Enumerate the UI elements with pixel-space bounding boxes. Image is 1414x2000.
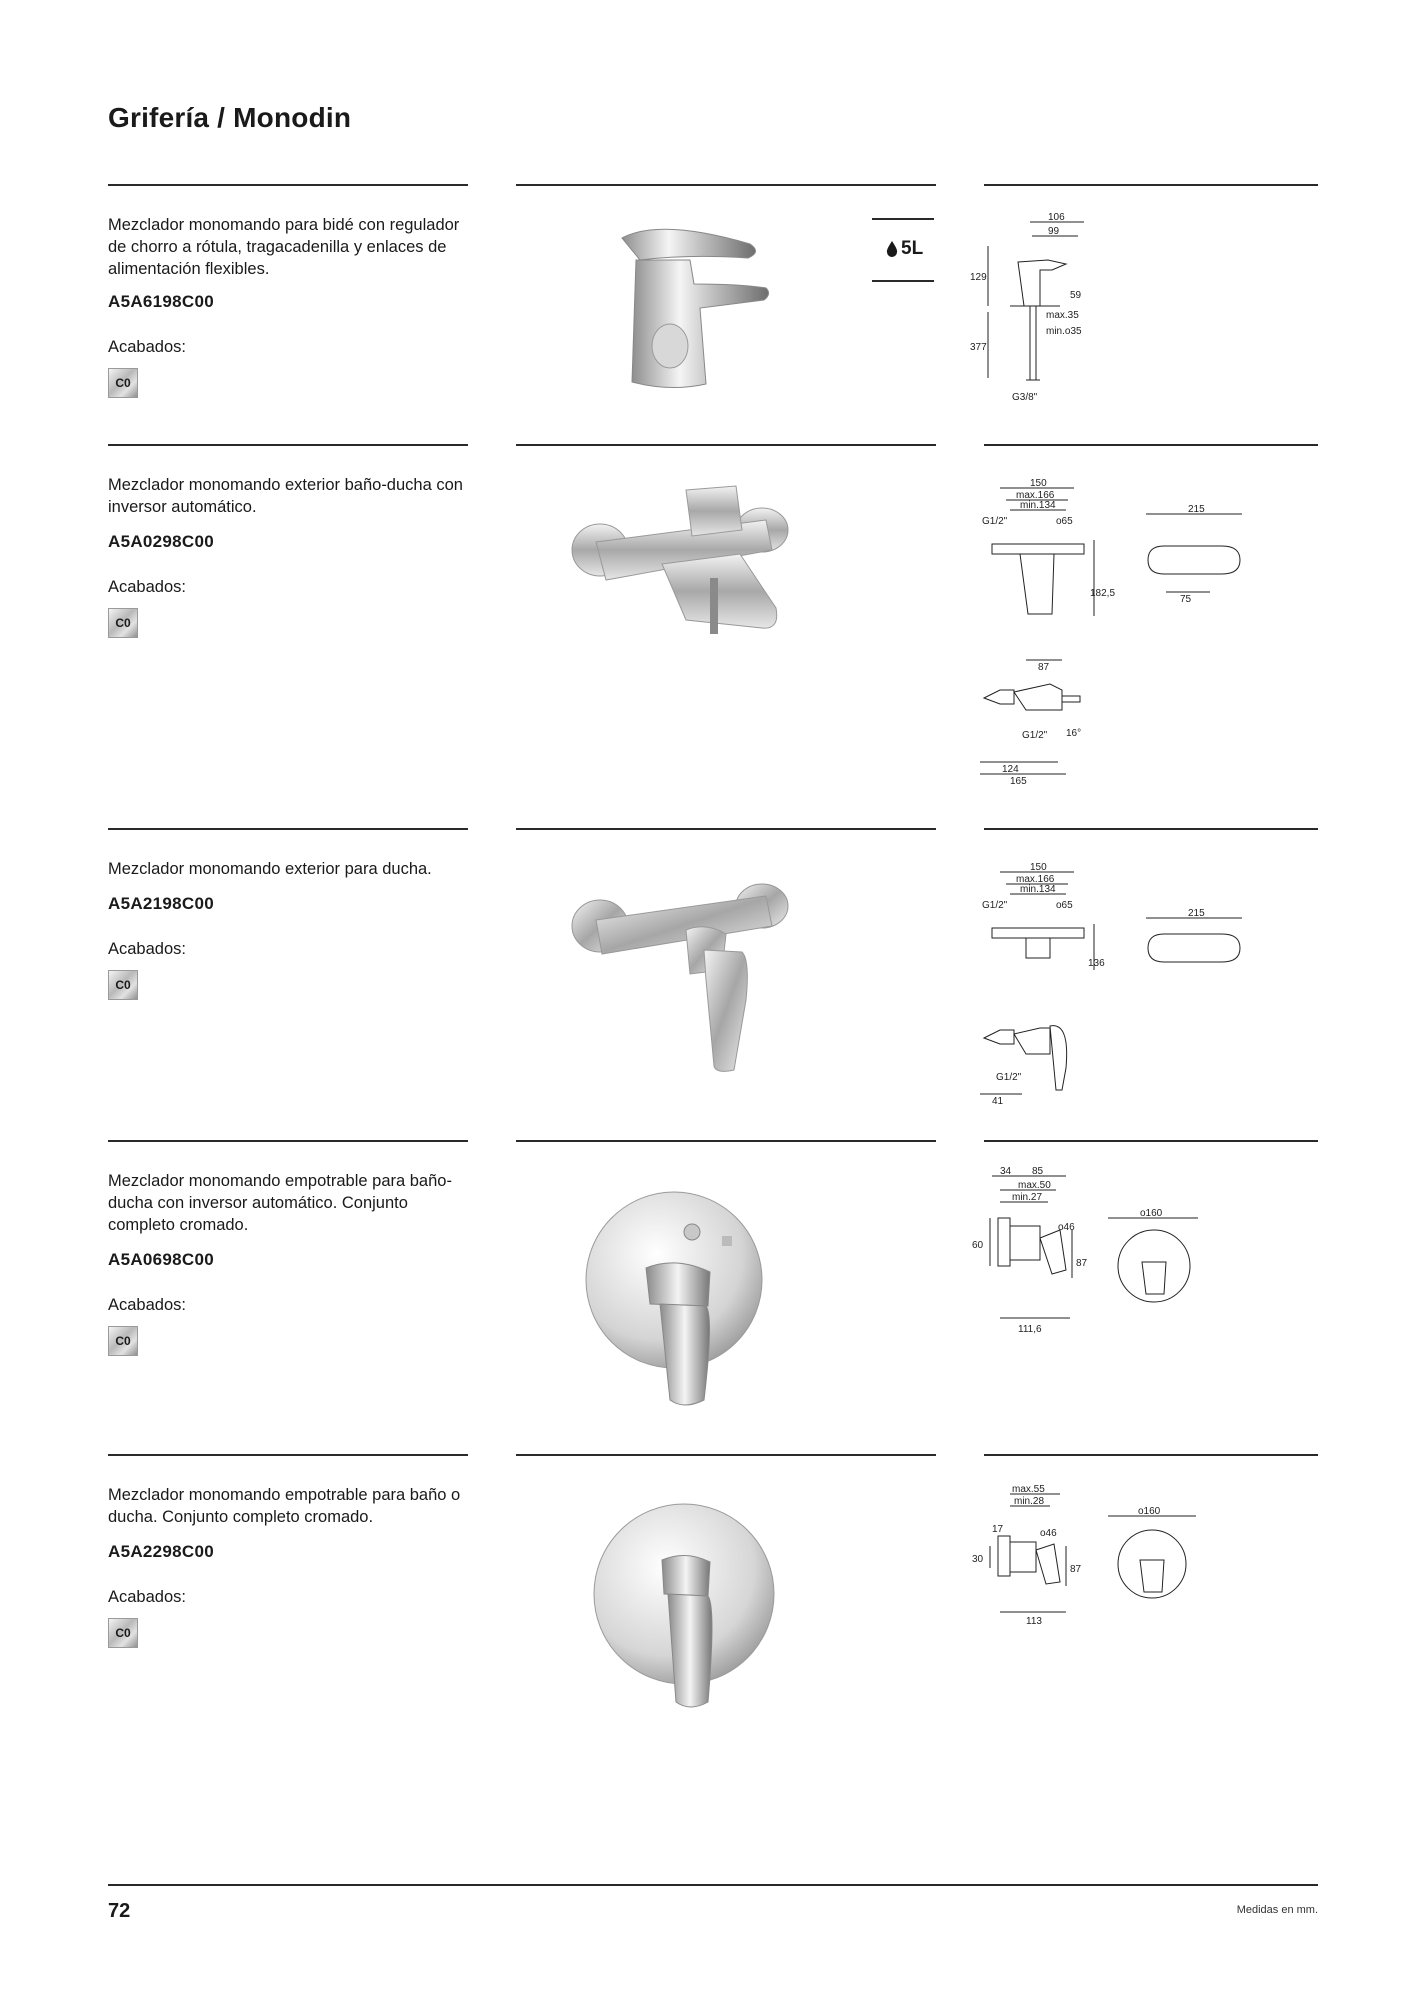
- dim-label: 150: [1030, 478, 1047, 489]
- dim-label: 106: [1048, 212, 1065, 223]
- dim-label: 30: [972, 1554, 984, 1565]
- divider: [516, 1140, 936, 1142]
- product-code: A5A6198C00: [108, 292, 215, 311]
- bath-shower-mixer-photo: [566, 480, 796, 650]
- dim-label: G1/2": [996, 1072, 1022, 1083]
- dim-label: 85: [1032, 1166, 1044, 1177]
- divider: [984, 828, 1318, 830]
- dim-label: max.166: [1016, 490, 1055, 501]
- dim-label: min.o35: [1046, 326, 1082, 337]
- dim-label: 377: [970, 342, 987, 353]
- dim-label: 215: [1188, 504, 1205, 515]
- dim-label: o160: [1140, 1208, 1163, 1219]
- dim-label: 99: [1048, 226, 1060, 237]
- dim-label: 16°: [1066, 728, 1082, 739]
- dim-label: 41: [992, 1096, 1004, 1106]
- divider: [108, 444, 468, 446]
- divider: [984, 444, 1318, 446]
- finish-swatch-chrome[interactable]: C0: [108, 970, 138, 1000]
- product-description: Mezclador monomando exterior baño-ducha con inversor automático.: [108, 476, 463, 516]
- dim-label: 136: [1088, 958, 1105, 969]
- dim-label: 215: [1188, 908, 1205, 919]
- product-code: A5A0698C00: [108, 1250, 215, 1269]
- dim-label: G1/2": [982, 516, 1008, 527]
- bidet-mixer-dimension-drawing: [970, 210, 1100, 410]
- dim-label: max.50: [1018, 1180, 1051, 1191]
- dim-label: G3/8": [1012, 392, 1038, 403]
- divider: [108, 828, 468, 830]
- finish-swatch-chrome[interactable]: C0: [108, 608, 138, 638]
- dim-label: 34: [1000, 1166, 1012, 1177]
- product-code: A5A2298C00: [108, 1542, 215, 1561]
- dim-label: 111,6: [1018, 1324, 1042, 1335]
- divider: [516, 1454, 936, 1456]
- dim-label: o46: [1040, 1528, 1057, 1539]
- built-in-shower-mixer-photo: [590, 1494, 780, 1716]
- bidet-mixer-photo: [600, 214, 790, 394]
- product-code: A5A0298C00: [108, 532, 215, 551]
- dim-label: G1/2": [982, 900, 1008, 911]
- product-description: Mezclador monomando exterior para ducha.: [108, 860, 432, 878]
- finish-swatch-chrome[interactable]: C0: [108, 1618, 138, 1648]
- dim-label: 87: [1038, 662, 1050, 673]
- footer-divider: [108, 1884, 1318, 1886]
- dim-label: 113: [1026, 1616, 1042, 1627]
- bath-shower-mixer-dimension-drawing: [970, 474, 1300, 786]
- dim-label: 17: [992, 1524, 1004, 1535]
- product-description: Mezclador monomando para bidé con regulador de chorro a rótula, tragacadenilla y enlaces de alimentación flexibles.: [108, 216, 460, 278]
- water-drop-icon: [886, 241, 898, 257]
- divider: [108, 184, 468, 186]
- dim-label: min.27: [1012, 1192, 1043, 1203]
- dim-label: o160: [1138, 1506, 1161, 1517]
- page-number: 72: [108, 1900, 131, 1922]
- measurement-note: Medidas en mm.: [1236, 1904, 1318, 1916]
- dim-label: min.134: [1020, 500, 1056, 511]
- finishes-label: Acabados:: [108, 578, 186, 596]
- divider: [516, 184, 936, 186]
- dim-label: 129: [970, 272, 987, 283]
- dim-label: 75: [1180, 594, 1192, 605]
- dim-label: 87: [1076, 1258, 1088, 1269]
- dim-label: min.28: [1014, 1496, 1045, 1507]
- built-in-bath-shower-mixer-dimension-drawing: [970, 1166, 1220, 1350]
- dim-label: max.55: [1012, 1484, 1045, 1495]
- divider: [984, 1140, 1318, 1142]
- dim-label: G1/2": [1022, 730, 1048, 741]
- dim-label: 182,5: [1090, 588, 1116, 599]
- finishes-label: Acabados:: [108, 1588, 186, 1606]
- product-description: Mezclador monomando empotrable para baño o ducha. Conjunto completo cromado.: [108, 1486, 461, 1526]
- finishes-label: Acabados:: [108, 940, 186, 958]
- product-description: Mezclador monomando empotrable para baño-ducha con inversor automático. Conjunto completo cromado.: [108, 1172, 452, 1234]
- divider: [984, 1454, 1318, 1456]
- divider: [516, 828, 936, 830]
- product-code: A5A2198C00: [108, 894, 215, 913]
- dim-label: min.134: [1020, 884, 1056, 895]
- flow-rate-value: 5L: [901, 238, 924, 259]
- finishes-label: Acabados:: [108, 338, 186, 356]
- shower-mixer-dimension-drawing: [970, 858, 1300, 1106]
- dim-label: 124: [1002, 764, 1019, 775]
- shower-mixer-photo: [566, 870, 796, 1080]
- dim-label: 59: [1070, 290, 1082, 301]
- dim-label: 87: [1070, 1564, 1082, 1575]
- page-title: Grifería / Monodin: [108, 102, 352, 133]
- built-in-shower-mixer-dimension-drawing: [970, 1484, 1220, 1634]
- flow-rate-badge: [872, 218, 934, 280]
- divider: [108, 1140, 468, 1142]
- dim-label: o65: [1056, 516, 1073, 527]
- dim-label: 150: [1030, 862, 1047, 873]
- dim-label: 165: [1010, 776, 1027, 786]
- divider: [984, 184, 1318, 186]
- dim-label: max.35: [1046, 310, 1079, 321]
- dim-label: max.166: [1016, 874, 1055, 885]
- dim-label: 60: [972, 1240, 984, 1251]
- finish-swatch-chrome[interactable]: C0: [108, 368, 138, 398]
- dim-label: o46: [1058, 1222, 1075, 1233]
- finish-swatch-chrome[interactable]: C0: [108, 1326, 138, 1356]
- divider: [108, 1454, 468, 1456]
- built-in-bath-shower-mixer-photo: [580, 1186, 770, 1416]
- dim-label: o65: [1056, 900, 1073, 911]
- finishes-label: Acabados:: [108, 1296, 186, 1314]
- divider: [516, 444, 936, 446]
